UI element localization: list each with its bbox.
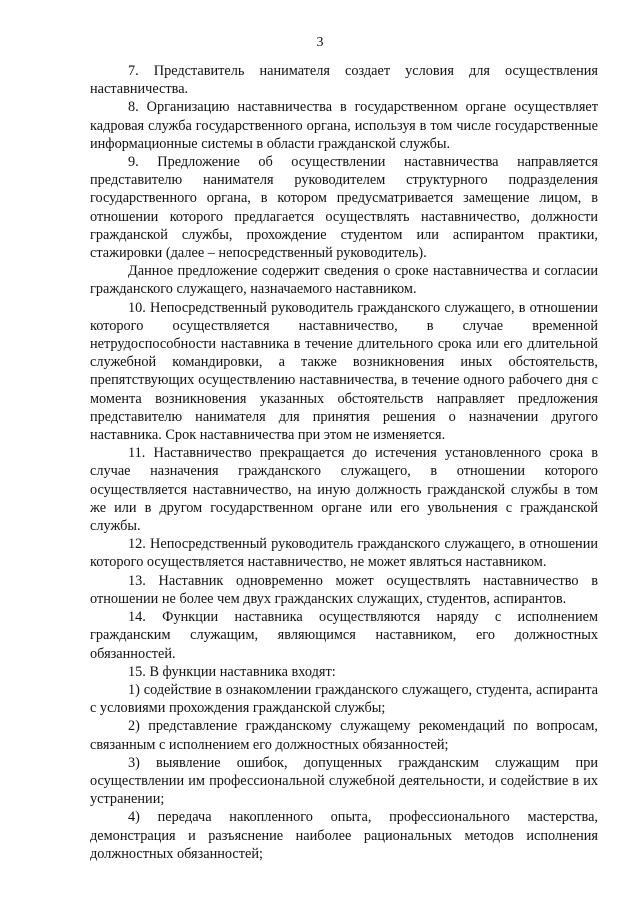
paragraph-14: 14. Функции наставника осуществляются наряду с исполнением гражданским служащим, являющимся наставником, его должностных обязанностей. — [90, 609, 598, 662]
paragraph-13: 13. Наставник одновременно может осуществлять наставничество в отношении не более чем двух гражданских служащих, студентов, аспирантов. — [90, 572, 598, 607]
list-item-4: 4) передача накопленного опыта, профессионального мастерства, демонстрация и разъяснение наиболее рациональных методов исполнения должностных обязанностей; — [90, 809, 598, 862]
paragraph-8: 8. Организацию наставничества в государственном органе осуществляет кадровая служба государственного органа, используя в том числе государственные информационные системы в области гражданской службы. — [90, 99, 598, 152]
paragraph-12: 12. Непосредственный руководитель гражданского служащего, в отношении которого осуществляется наставничество, не может являться наставником. — [90, 536, 598, 571]
paragraph-9: 9. Предложение об осуществлении наставничества направляется представителю нанимателя руководителем структурного подразделения государственного органа, в котором предусматривается замещение лицом, в отношении которого предлагается осуществлять наставничество, должности гражданской службы, прохождение студентом или аспирантом практики, стажировки (далее – непосредственный руководитель). — [90, 154, 598, 262]
list-item-1: 1) содействие в ознакомлении гражданского служащего, студента, аспиранта с условиями прохождения гражданской службы; — [90, 681, 598, 717]
page-number: 3 — [316, 35, 324, 50]
document-body — [90, 62, 598, 863]
paragraph-9-continuation: Данное предложение содержит сведения о сроке наставничества и согласии гражданского служащего, назначаемого наставником. — [90, 263, 598, 298]
list-item-3: 3) выявление ошибок, допущенных гражданским служащим при осуществлении им профессиональной служебной деятельности, и содействие в их устранении; — [90, 754, 598, 808]
paragraph-7: 7. Представитель нанимателя создает условия для осуществления наставничества. — [90, 63, 598, 98]
paragraph-10: 10. Непосредственный руководитель гражданского служащего, в отношении которого осуществляется наставничество, в случае временной нетрудоспособности наставника в течение длительного срока или его длительной служебной командировки, а также возникновения иных обстоятельств, препятствующих осуществлению наставничества, в течение одного рабочего дня с момента возникновения указанных обстоятельств направляет предложения представителю нанимателя для принятия решения о назначении другого наставника. Срок наставничества при этом не изменяется. — [90, 299, 598, 444]
list-item-2: 2) представление гражданскому служащему рекомендаций по вопросам, связанным с исполнением его должностных обязанностей; — [90, 718, 598, 753]
paragraph-15: 15. В функции наставника входят: — [128, 663, 336, 680]
paragraph-11: 11. Наставничество прекращается до истечения установленного срока в случае назначения гражданского служащего, в отношении которого осуществляется наставничество, на иную должность гражданской службы в том же или в другом государственном органе или его увольнения с гражданской службы. — [90, 445, 598, 535]
